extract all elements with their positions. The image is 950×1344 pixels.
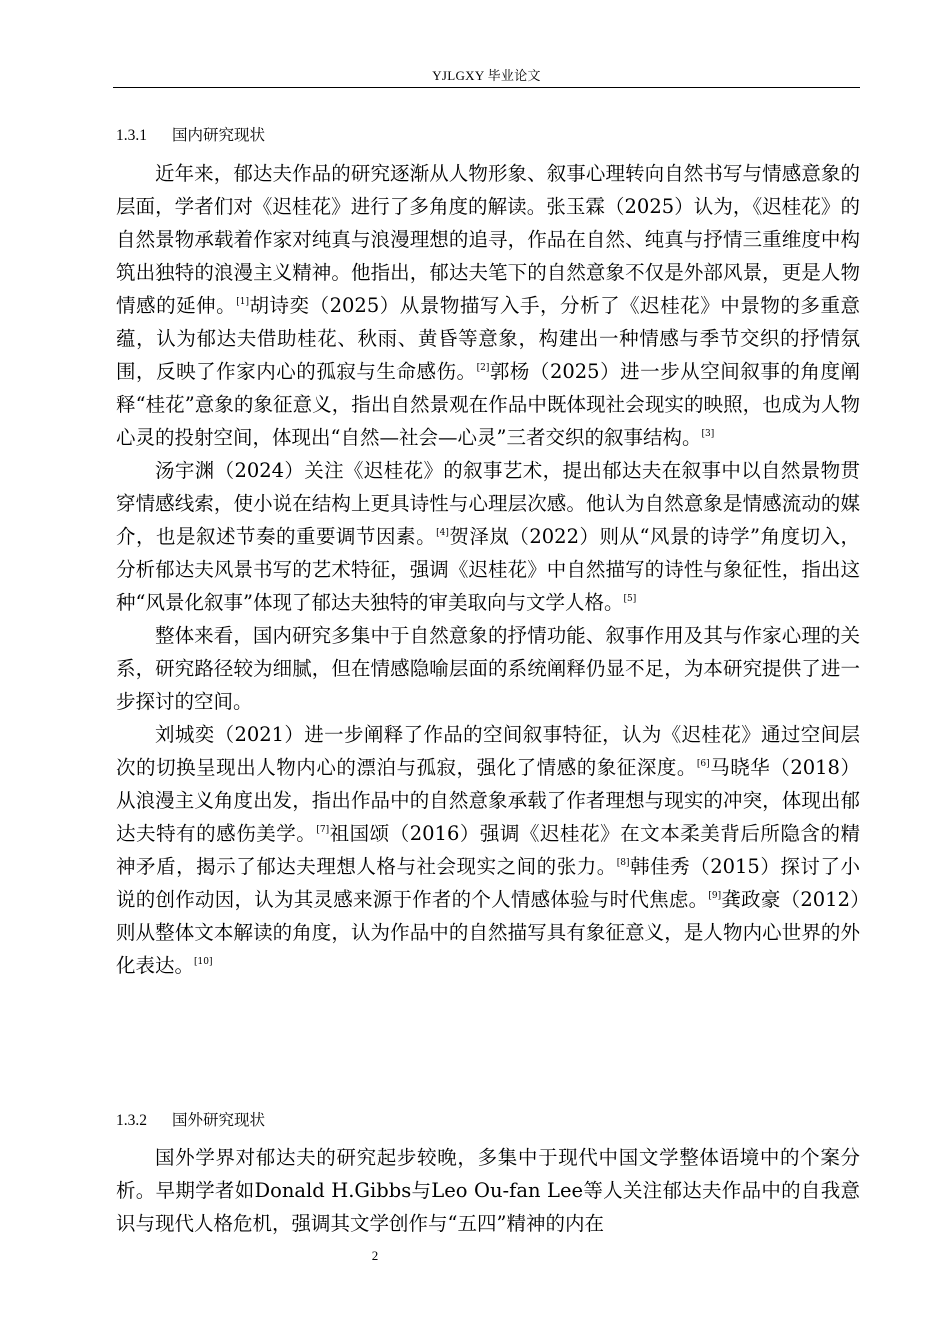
citation-marker: [1] bbox=[236, 297, 249, 307]
citation-marker: [2] bbox=[476, 363, 490, 373]
paragraph bbox=[116, 1141, 860, 1240]
section-heading-domestic bbox=[116, 123, 265, 145]
text-run: 胡诗奕（2025）从景物描写入手，分析了《迟桂花》中景物的多重意蕴，认为郁达夫借助桂花、秋雨、黄昏等意象，构建出一种情感与季节交织的抒情氛围，反映了作家内心的孤寂与生命感伤。 bbox=[116, 294, 860, 383]
header-rule bbox=[113, 87, 860, 88]
text-run: 国外学界对郁达夫的研究起步较晚，多集中于现代中国文学整体语境中的个案分析。早期学者如Donald H.Gibbs与Leo Ou-fan Lee等人关注郁达夫作品中的自我意识与现代人格危机，强调其文学创作与“五四”精神的内在 bbox=[116, 1146, 860, 1235]
text-run: 祖国颂（2016）强调《迟桂花》在文本柔美背后所隐含的精神矛盾，揭示了郁达夫理想人格与社会现实之间的张力。 bbox=[116, 822, 860, 878]
section-body-foreign bbox=[116, 1141, 860, 1240]
text-run: 整体来看，国内研究多集中于自然意象的抒情功能、叙事作用及其与作家心理的关系，研究路径较为细腻，但在情感隐喻层面的系统阐释仍显不足，为本研究提供了进一步探讨的空间。 bbox=[116, 624, 860, 713]
section-number: 1.3.1 bbox=[116, 127, 147, 144]
text-run: 汤宇渊（2024）关注《迟桂花》的叙事艺术，提出郁达夫在叙事中以自然景物贯穿情感线索，使小说在结构上更具诗性与心理层次感。他认为自然意象是情感流动的媒介，也是叙述节奏的重要调节因素。 bbox=[116, 459, 860, 548]
text-run: 韩佳秀（2015）探讨了小说的创作动因，认为其灵感来源于作者的个人情感体验与时代焦虑。 bbox=[116, 855, 860, 911]
section-number: 1.3.2 bbox=[116, 1112, 147, 1129]
text-run: 郭杨（2025）进一步从空间叙事的角度阐释“桂花”意象的象征意义，指出自然景观在作品中既体现社会现实的映照，也成为人物心灵的投射空间，体现出“自然—社会—心灵”三者交织的叙事结构。 bbox=[116, 360, 860, 449]
text-run: 马晓华（2018）从浪漫主义角度出发，指出作品中的自然意象承载了作者理想与现实的冲突，体现出郁达夫特有的感伤美学。 bbox=[116, 756, 860, 845]
text-run: 近年来，郁达夫作品的研究逐渐从人物形象、叙事心理转向自然书写与情感意象的层面，学者们对《迟桂花》进行了多角度的解读。张玉霖（2025）认为，《迟桂花》的自然景物承载着作家对纯真与浪漫理想的追寻，作品在自然、纯真与抒情三重维度中构筑出独特的浪漫主义精神。他指出，郁达夫笔下的自然意象不仅是外部风景，更是人物情感的延伸。 bbox=[116, 162, 860, 317]
text-run: 刘城奕（2021）进一步阐释了作品的空间叙事特征，认为《迟桂花》通过空间层次的切换呈现出人物内心的漂泊与孤寂，强化了情感的象征深度。 bbox=[116, 723, 860, 779]
page-number: 2 bbox=[371, 1248, 379, 1263]
citation-marker: [9] bbox=[708, 891, 722, 901]
citation-marker: [10] bbox=[194, 957, 213, 967]
citation-marker: [8] bbox=[616, 858, 630, 868]
citation-marker: [6] bbox=[696, 759, 710, 769]
section-title: 国内研究现状 bbox=[172, 126, 266, 144]
citation-marker: [5] bbox=[623, 594, 637, 604]
citation-marker: [4] bbox=[436, 528, 449, 538]
citation-marker: [7] bbox=[316, 825, 330, 835]
section-title: 国外研究现状 bbox=[172, 1111, 266, 1129]
paragraph bbox=[116, 619, 860, 718]
citation-marker: [3] bbox=[701, 429, 715, 439]
text-run: 龚政豪（2012）则从整体文本解读的角度，认为作品中的自然描写具有象征意义，是人物内心世界的外化表达。 bbox=[116, 888, 860, 977]
text-run: 贺泽岚（2022）则从“风景的诗学”角度切入，分析郁达夫风景书写的艺术特征，强调《迟桂花》中自然描写的诗性与象征性，指出这种“风景化叙事”体现了郁达夫独特的审美取向与文学人格。 bbox=[116, 525, 860, 614]
paragraph bbox=[116, 157, 860, 454]
section-body-domestic bbox=[116, 157, 860, 982]
section-heading-foreign bbox=[116, 1108, 265, 1130]
running-header: YJLGXY 毕业论文 bbox=[432, 68, 541, 83]
paragraph bbox=[116, 454, 860, 619]
paragraph bbox=[116, 718, 860, 982]
